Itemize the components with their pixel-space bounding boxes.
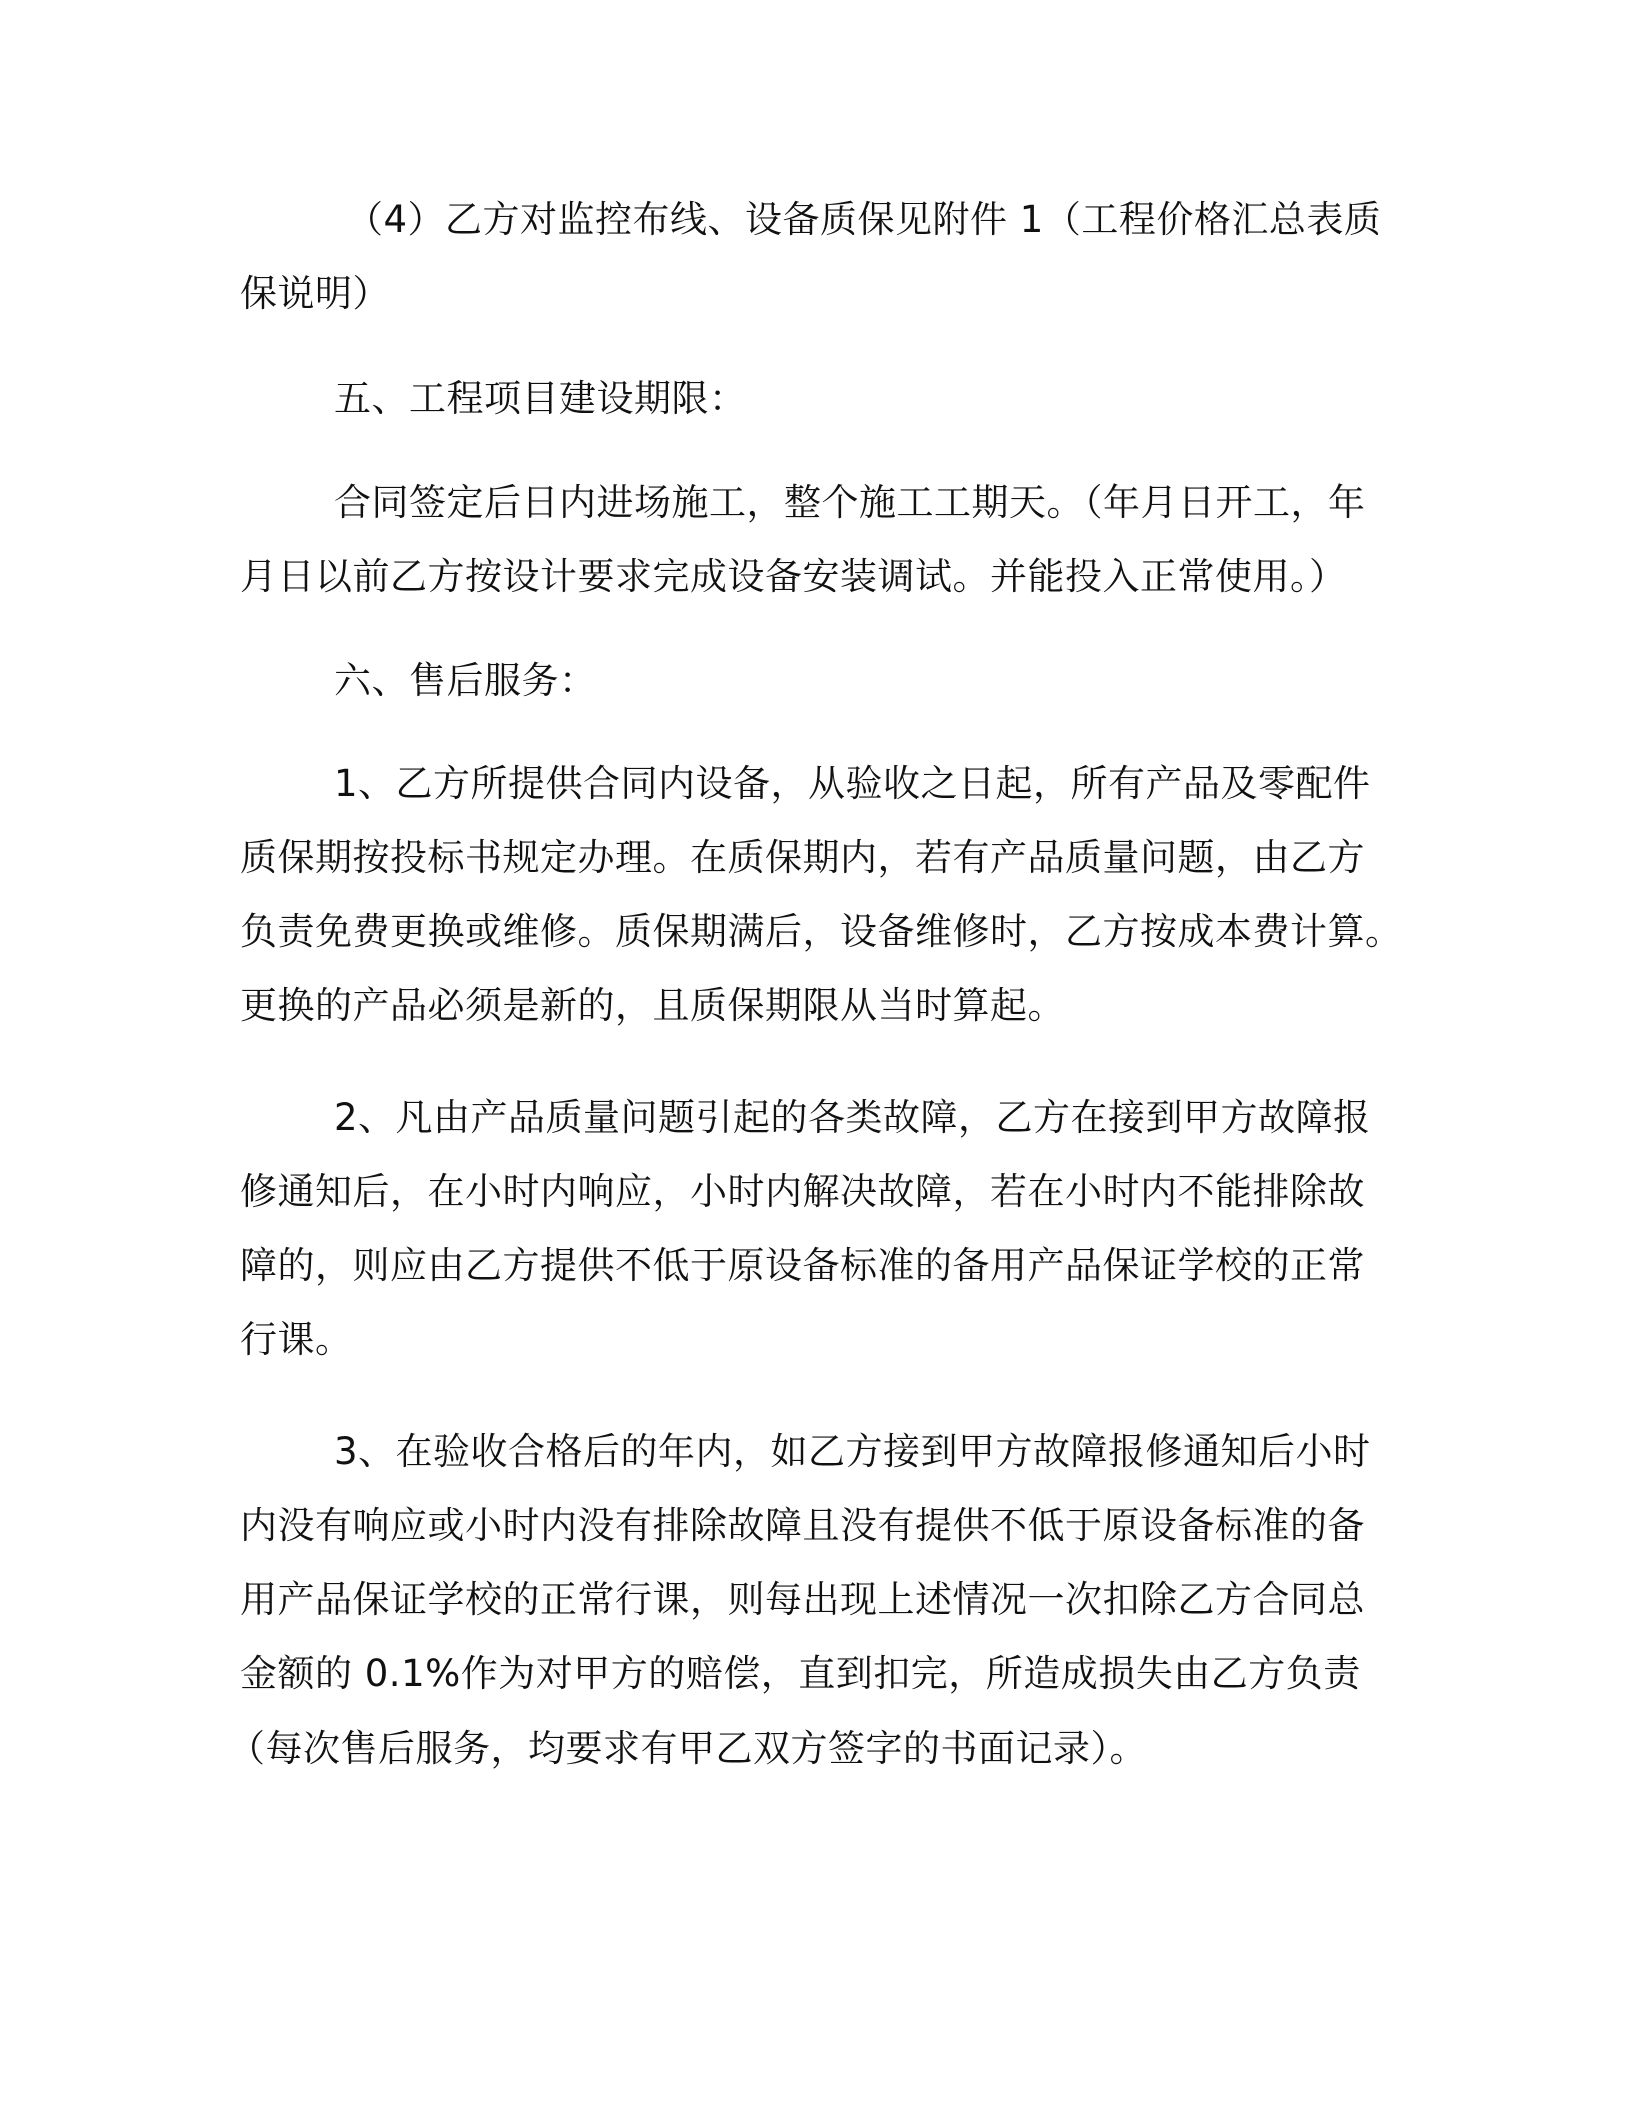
section-6-item-3-line-4: 金额的 0.1%作为对甲方的赔偿，直到扣完，所造成损失由乙方负责	[240, 1652, 1361, 1695]
section-6-heading: 六、售后服务：	[334, 659, 597, 702]
section-6-item-1-line-4: 更换的产品必须是新的，且质保期限从当时算起。	[240, 984, 1065, 1027]
section-6-item-2-line-2: 修通知后，在小时内响应，小时内解决故障，若在小时内不能排除故	[240, 1170, 1365, 1213]
clause-4-line-2: 保说明）	[240, 272, 390, 315]
section-6-item-1-line-2: 质保期按投标书规定办理。在质保期内，若有产品质量问题，由乙方	[240, 836, 1365, 879]
section-6-item-1-line-1: 1、乙方所提供合同内设备，从验收之日起，所有产品及零配件	[334, 762, 1371, 805]
section-6-item-3-line-5: （每次售后服务，均要求有甲乙双方签字的书面记录）。	[228, 1727, 1147, 1770]
section-6-item-3-line-3: 用产品保证学校的正常行课，则每出现上述情况一次扣除乙方合同总	[240, 1578, 1365, 1621]
section-6-item-2-line-3: 障的，则应由乙方提供不低于原设备标准的备用产品保证学校的正常	[240, 1244, 1365, 1287]
section-6-item-3-line-2: 内没有响应或小时内没有排除故障且没有提供不低于原设备标准的备	[240, 1504, 1365, 1547]
section-5-heading: 五、工程项目建设期限：	[334, 377, 747, 420]
section-6-item-2-line-1: 2、凡由产品质量问题引起的各类故障，乙方在接到甲方故障报	[334, 1096, 1371, 1139]
section-6-item-2-line-4: 行课。	[240, 1318, 353, 1361]
section-6-item-1-line-3: 负责免费更换或维修。质保期满后，设备维修时，乙方按成本费计算。	[240, 910, 1403, 953]
section-5-line-1: 合同签定后日内进场施工，整个施工工期天。（年月日开工，年	[334, 481, 1366, 524]
section-5-line-2: 月日以前乙方按设计要求完成设备安装调试。并能投入正常使用。）	[240, 555, 1347, 598]
clause-4-line-1: （4）乙方对监控布线、设备质保见附件 1（工程价格汇总表质	[346, 198, 1382, 241]
section-6-item-3-line-1: 3、在验收合格后的年内，如乙方接到甲方故障报修通知后小时	[334, 1430, 1371, 1473]
